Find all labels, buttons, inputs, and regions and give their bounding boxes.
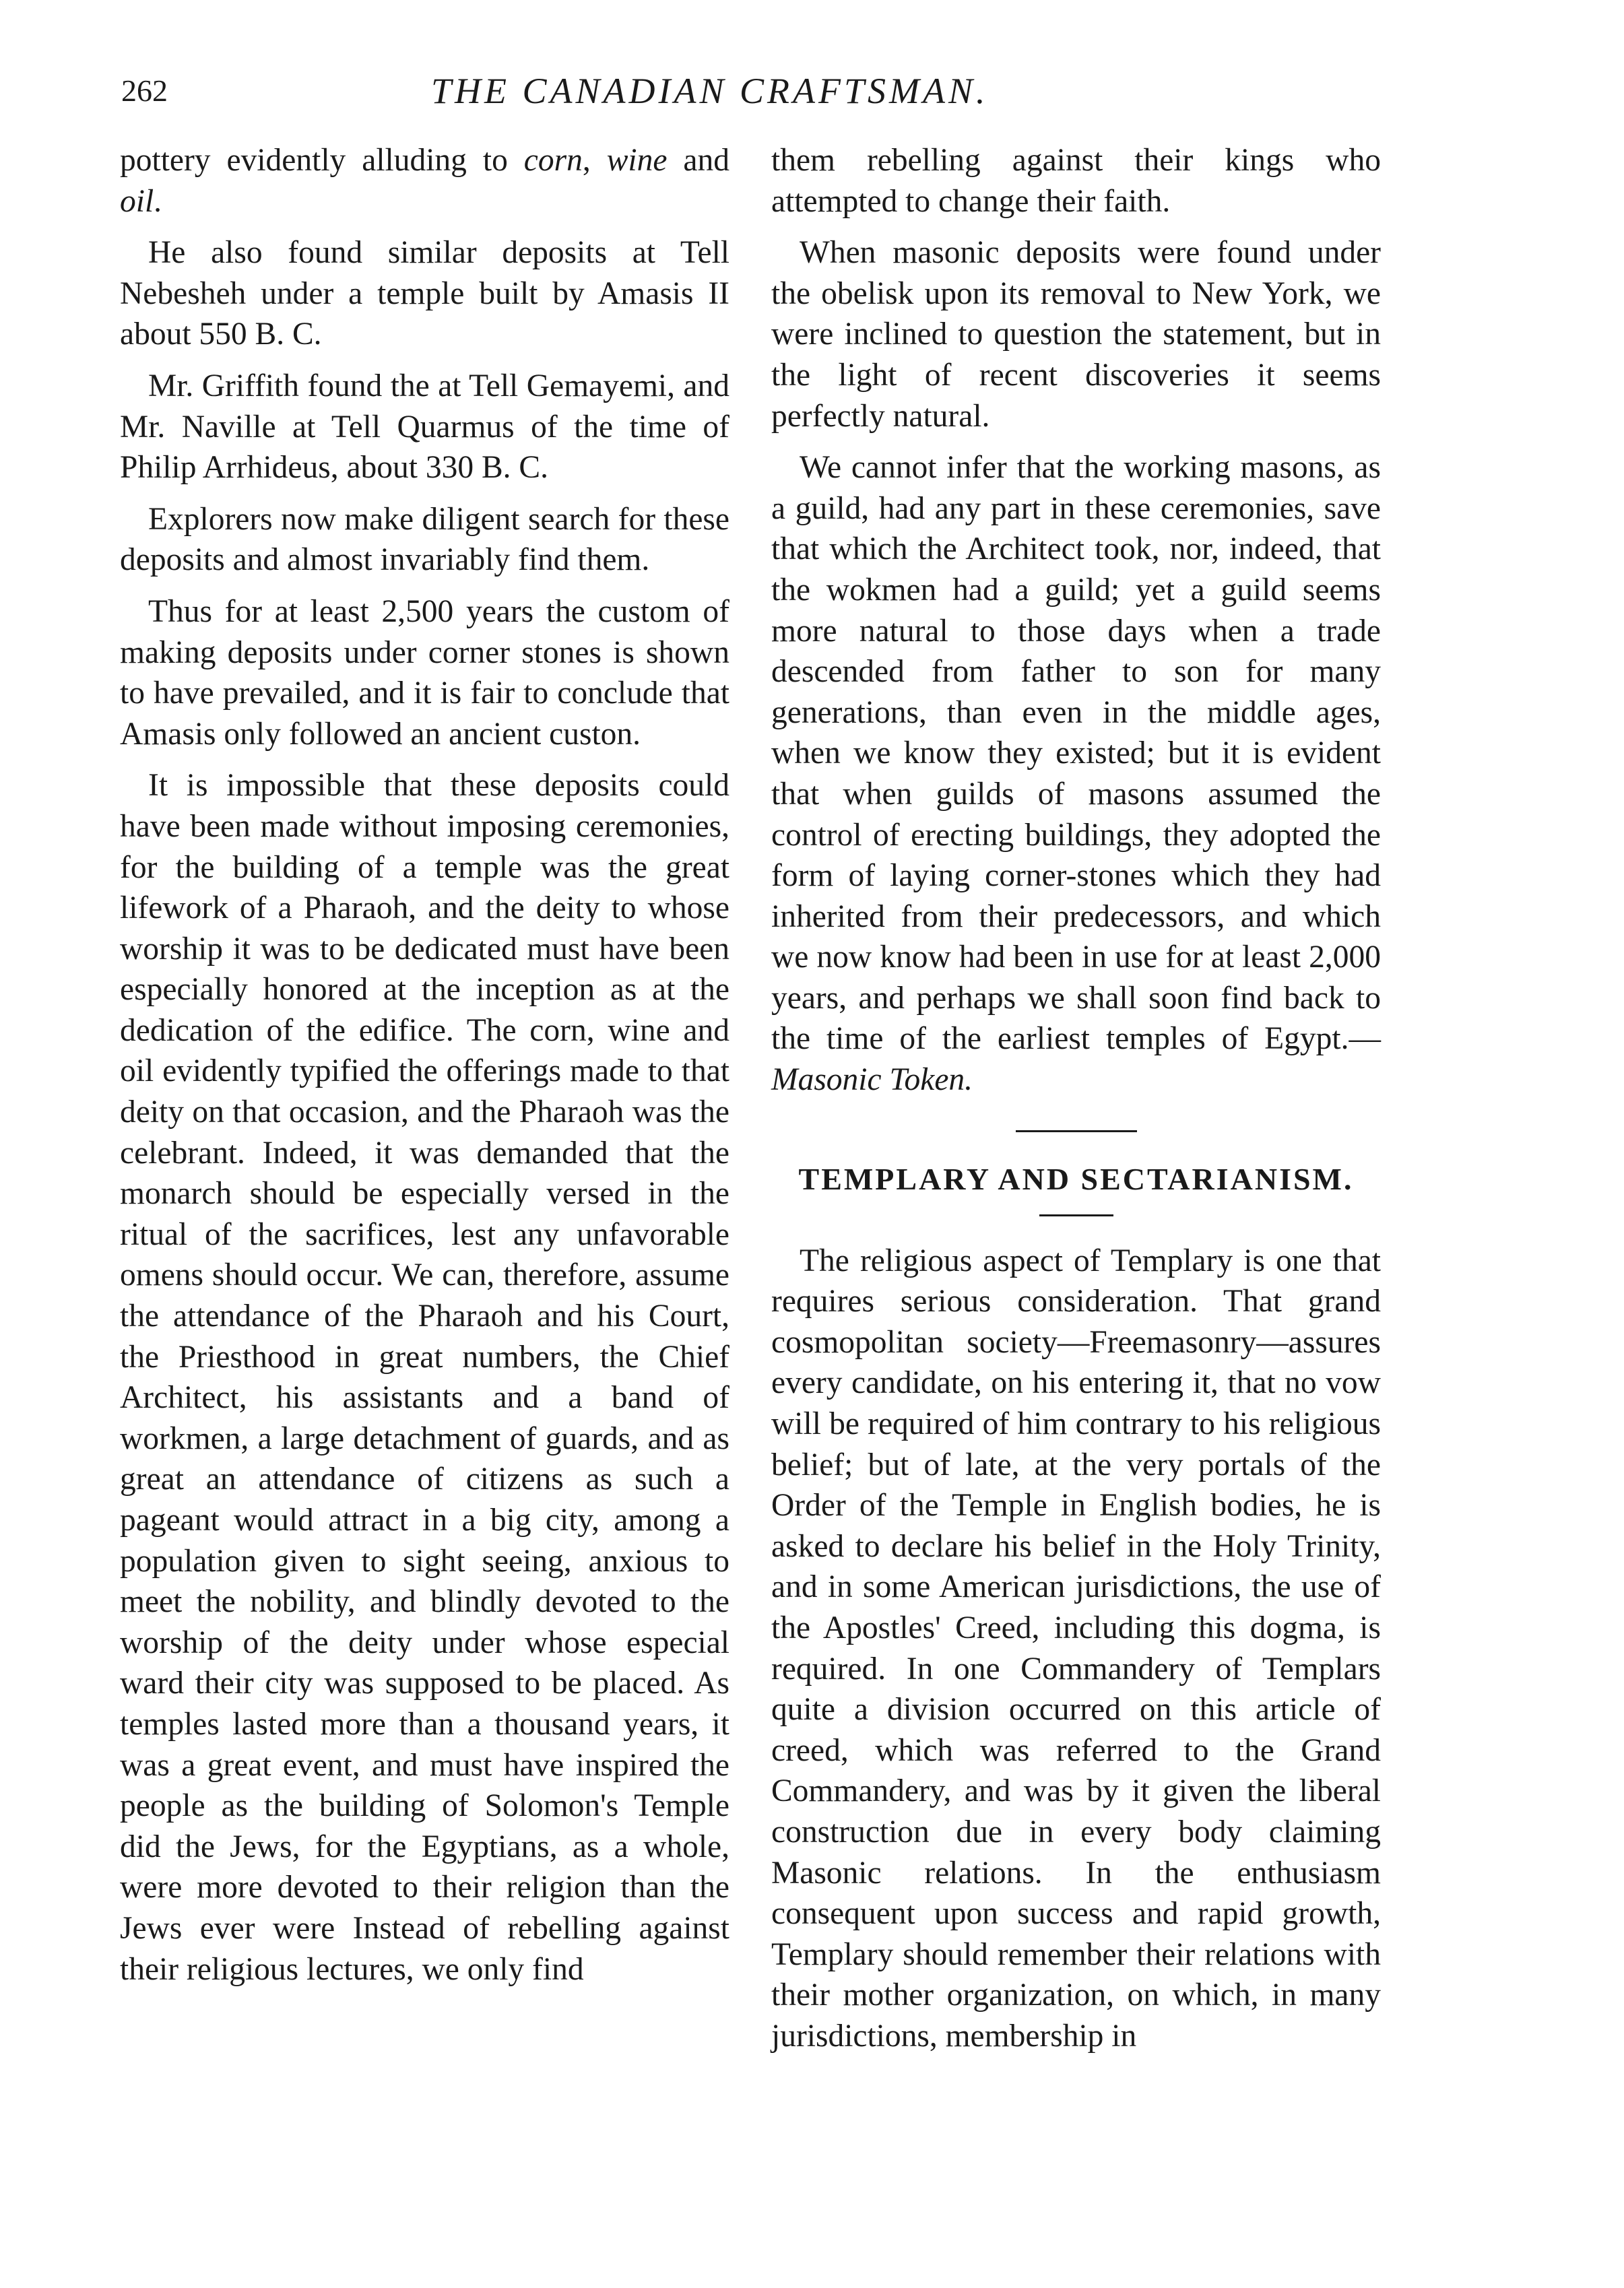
left-column: [120, 140, 729, 1990]
section-heading: TEMPLARY AND SECTARIANISM.: [798, 1161, 1354, 1196]
section-divider: [1016, 1130, 1137, 1132]
paragraph: The religious aspect of Templary is one that requires serious consideration. That grand cosmopolitan society—Freemasonry—assures every candidate, on his entering it, that no vow will be required of him contrary to his religious belief; but of late, at the very portals of the Order of the Temple in English bodies, he is asked to declare his belief in the Holy Trinity, and in some American jurisdictions, the use of the Apostles' Creed, including this dogma, is required. In one Commandery of Templars quite a division occurred on this article of creed, which was referred to the Grand Commandery, and was by it given the liberal construction due in every body claiming Masonic relations. In the enthusiasm consequent upon success and rapid growth, Templary should remember their relations with their mother organization, on which, in many jurisdictions, membership in: [771, 1243, 1381, 2054]
italic-word: oil: [120, 183, 154, 219]
paragraph: We cannot infer that the working masons, as a guild, had any part in these ceremonies, save that which the Architect took, nor, indeed, that the wokmen had a guild; yet a guild seems more natural to those days when a trade descended from father to son for many generations, than even in the middle ages, when we know they existed; but it is evident that when guilds of masons assumed the control of erecting buildings, they adopted the form of laying corner-stones which they had inherited from their predecessors, and which we now know had been in use for at least 2,000 years, and perhaps we shall soon find back to the time of the earliest temples of Egypt.—Masonic Token.: [771, 450, 1381, 1098]
page-number: 262: [121, 73, 168, 108]
running-title: THE CANADIAN CRAFTSMAN.: [431, 71, 989, 111]
paragraph: them rebelling against their kings who attempted to change their faith.: [771, 143, 1381, 219]
italic-word: wine: [606, 143, 668, 178]
italic-word: corn: [523, 143, 583, 178]
paragraph: He also found similar deposits at Tell Nebesheh under a temple built by Amasis II about 550 B. C.: [120, 235, 729, 352]
paragraph: It is impossible that these deposits could have been made without imposing ceremonies, for the building of a temple was the great lifework of a Pharaoh, and the deity to whose worship it was to be dedicated must have been especially honored at the inception as at the dedication of the edifice. The corn, wine and oil evidently typified the offerings made to that deity on that occasion, and the Pharaoh was the celebrant. Indeed, it was demanded that the monarch should be especially versed in the ritual of the sacrifices, lest any unfavorable omens should occur. We can, therefore, assume the attendance of the Pharaoh and his Court, the Priesthood in great numbers, the Chief Architect, his assistants and a band of workmen, a large detachment of guards, and as great an attendance of citizens as such a pageant would attract in a big city, among a population given to sight seeing, anxious to meet the nobility, and blindly devoted to the worship of the deity under whose especial ward their city was supposed to be placed. As temples lasted more than a thousand years, it was a great event, and must have inspired the people as the building of Solomon's Temple did the Jews, for the Egyptians, as a whole, were more devoted to their religion than the Jews ever were Instead of rebelling against their religious lectures, we only find: [120, 768, 729, 1987]
right-column: [771, 140, 1381, 2057]
paragraph: When masonic deposits were found under the obelisk upon its removal to New York, we were inclined to question the statement, but in the light of recent discoveries it seems perfectly natural.: [771, 235, 1381, 434]
page-header: [121, 67, 1394, 115]
paragraph: pottery evidently alluding to corn, wine and oil.: [120, 143, 729, 219]
paragraph: Explorers now make diligent search for these deposits and almost invariably find them.: [120, 501, 729, 578]
heading-underline: [1039, 1214, 1113, 1216]
paragraph: Mr. Griffith found the at Tell Gemayemi, and Mr. Naville at Tell Quarmus of the time of Philip Arrhideus, about 330 B. C.: [120, 368, 729, 486]
source-citation: Masonic Token.: [771, 1062, 973, 1098]
paragraph: Thus for at least 2,500 years the custom of making deposits under corner stones is shown to have prevailed, and it is fair to conclude that Amasis only followed an ancient custon.: [120, 593, 729, 752]
